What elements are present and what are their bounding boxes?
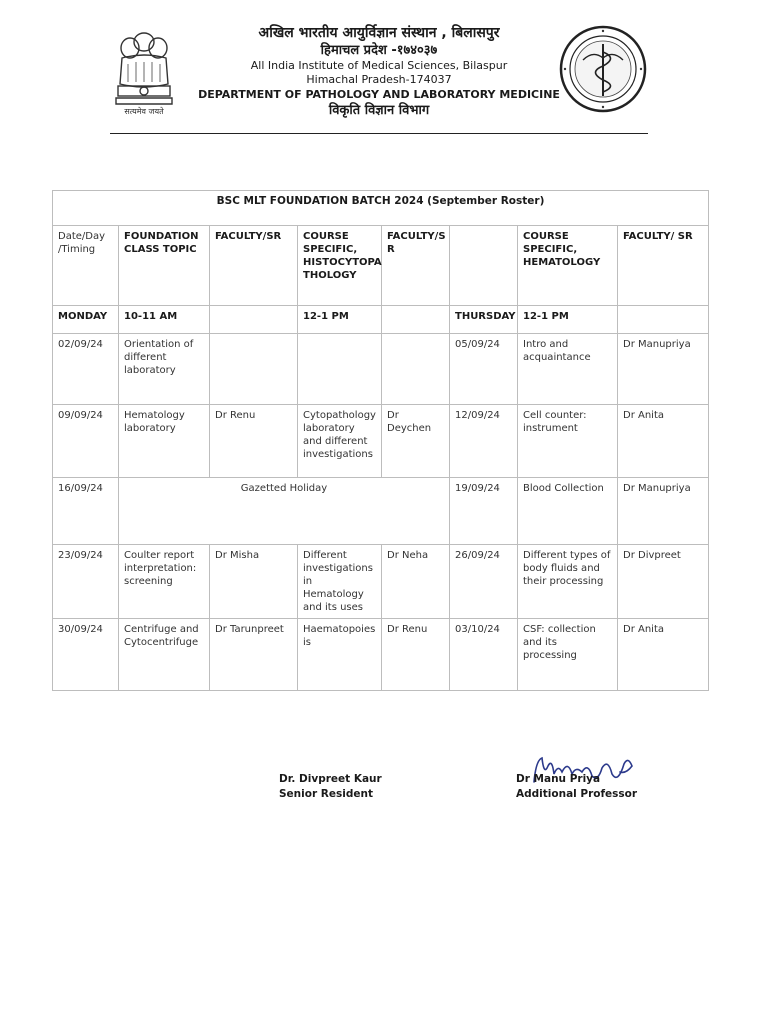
table-cell: Dr Tarunpreet bbox=[210, 619, 298, 691]
table-cell: 05/09/24 bbox=[450, 334, 518, 405]
table-cell: Different types of body fluids and their processing bbox=[518, 545, 618, 619]
timing-cell bbox=[210, 306, 298, 334]
table-row bbox=[53, 478, 709, 545]
table-header-row bbox=[53, 226, 709, 306]
header-cell: FACULTY/ SR bbox=[618, 226, 709, 306]
table-cell: Dr Anita bbox=[618, 619, 709, 691]
hindi-institute-name: अखिल भारतीय आयुर्विज्ञान संस्थान , बिलासपुर bbox=[258, 25, 500, 41]
header-divider bbox=[110, 133, 648, 134]
roster-title: BSC MLT FOUNDATION BATCH 2024 (September Roster) bbox=[53, 191, 709, 226]
holiday-cell: Gazetted Holiday bbox=[119, 478, 450, 545]
table-cell: Dr Manupriya bbox=[618, 478, 709, 545]
table-cell: Dr Misha bbox=[210, 545, 298, 619]
letterhead bbox=[190, 24, 568, 119]
timing-cell bbox=[382, 306, 450, 334]
aiims-seal-icon bbox=[558, 24, 648, 114]
additional-professor-signature-block bbox=[516, 772, 637, 802]
roster-table bbox=[52, 190, 709, 691]
header-cell: COURSE SPECIFIC, HEMATOLOGY bbox=[518, 226, 618, 306]
table-cell: Orientation of different laboratory bbox=[119, 334, 210, 405]
timing-cell: THURSDAY bbox=[450, 306, 518, 334]
table-row bbox=[53, 619, 709, 691]
table-cell: Cell counter: instrument bbox=[518, 405, 618, 478]
header-cell: FACULTY/S R bbox=[382, 226, 450, 306]
table-cell: CSF: collection and its processing bbox=[518, 619, 618, 691]
signatory-name: Dr. Divpreet Kaur bbox=[279, 773, 382, 785]
timing-cell: MONDAY bbox=[53, 306, 119, 334]
table-cell: 23/09/24 bbox=[53, 545, 119, 619]
institute-state: Himachal Pradesh-174037 bbox=[306, 73, 452, 86]
table-cell: Hematology laboratory bbox=[119, 405, 210, 478]
table-cell: Centrifuge and Cytocentrifuge bbox=[119, 619, 210, 691]
header-cell: COURSE SPECIFIC, HISTOCYTOPA THOLOGY bbox=[298, 226, 382, 306]
table-cell: 16/09/24 bbox=[53, 478, 119, 545]
header-cell: Date/Day /Timing bbox=[53, 226, 119, 306]
header-cell: FOUNDATION CLASS TOPIC bbox=[119, 226, 210, 306]
table-cell: Dr Renu bbox=[382, 619, 450, 691]
table-cell: Dr Anita bbox=[618, 405, 709, 478]
hindi-department-name: विकृति विज्ञान विभाग bbox=[328, 103, 430, 118]
table-cell: 30/09/24 bbox=[53, 619, 119, 691]
table-cell: 19/09/24 bbox=[450, 478, 518, 545]
header-cell bbox=[450, 226, 518, 306]
table-cell: Dr Divpreet bbox=[618, 545, 709, 619]
table-cell: Haematopoies is bbox=[298, 619, 382, 691]
table-cell: 12/09/24 bbox=[450, 405, 518, 478]
table-row bbox=[53, 405, 709, 478]
table-cell bbox=[298, 334, 382, 405]
institute-name: All India Institute of Medical Sciences, Bilaspur bbox=[250, 59, 508, 72]
table-cell: Cytopathology laboratory and different investigations bbox=[298, 405, 382, 478]
timing-row bbox=[53, 306, 709, 334]
table-cell: Dr Renu bbox=[210, 405, 298, 478]
table-cell: 03/10/24 bbox=[450, 619, 518, 691]
emblem-caption: सत्यमेव जयते bbox=[124, 107, 164, 116]
header-cell: FACULTY/SR bbox=[210, 226, 298, 306]
table-cell: Dr Deychen bbox=[382, 405, 450, 478]
table-cell: 02/09/24 bbox=[53, 334, 119, 405]
table-cell: Intro and acquaintance bbox=[518, 334, 618, 405]
hindi-state: हिमाचल प्रदेश -१७४०३७ bbox=[320, 43, 438, 58]
table-cell: Coulter report interpretation: screening bbox=[119, 545, 210, 619]
timing-cell: 12-1 PM bbox=[298, 306, 382, 334]
table-cell bbox=[382, 334, 450, 405]
signatory-title: Additional Professor bbox=[516, 788, 638, 800]
timing-cell: 10-11 AM bbox=[119, 306, 210, 334]
table-cell: Dr Neha bbox=[382, 545, 450, 619]
department-name: DEPARTMENT OF PATHOLOGY AND LABORATORY MEDICINE bbox=[198, 88, 560, 101]
table-cell: 26/09/24 bbox=[450, 545, 518, 619]
table-row bbox=[53, 545, 709, 619]
signatory-name: Dr Manu Priya bbox=[516, 773, 601, 785]
senior-resident-signature-block bbox=[279, 772, 382, 802]
table-cell: Blood Collection bbox=[518, 478, 618, 545]
timing-cell bbox=[618, 306, 709, 334]
table-cell bbox=[210, 334, 298, 405]
table-cell: 09/09/24 bbox=[53, 405, 119, 478]
table-row bbox=[53, 334, 709, 405]
table-title-row bbox=[53, 191, 709, 226]
table-cell: Different investigations in Hematology and its uses bbox=[298, 545, 382, 619]
table-cell: Dr Manupriya bbox=[618, 334, 709, 405]
signatory-title: Senior Resident bbox=[279, 788, 373, 800]
timing-cell: 12-1 PM bbox=[518, 306, 618, 334]
